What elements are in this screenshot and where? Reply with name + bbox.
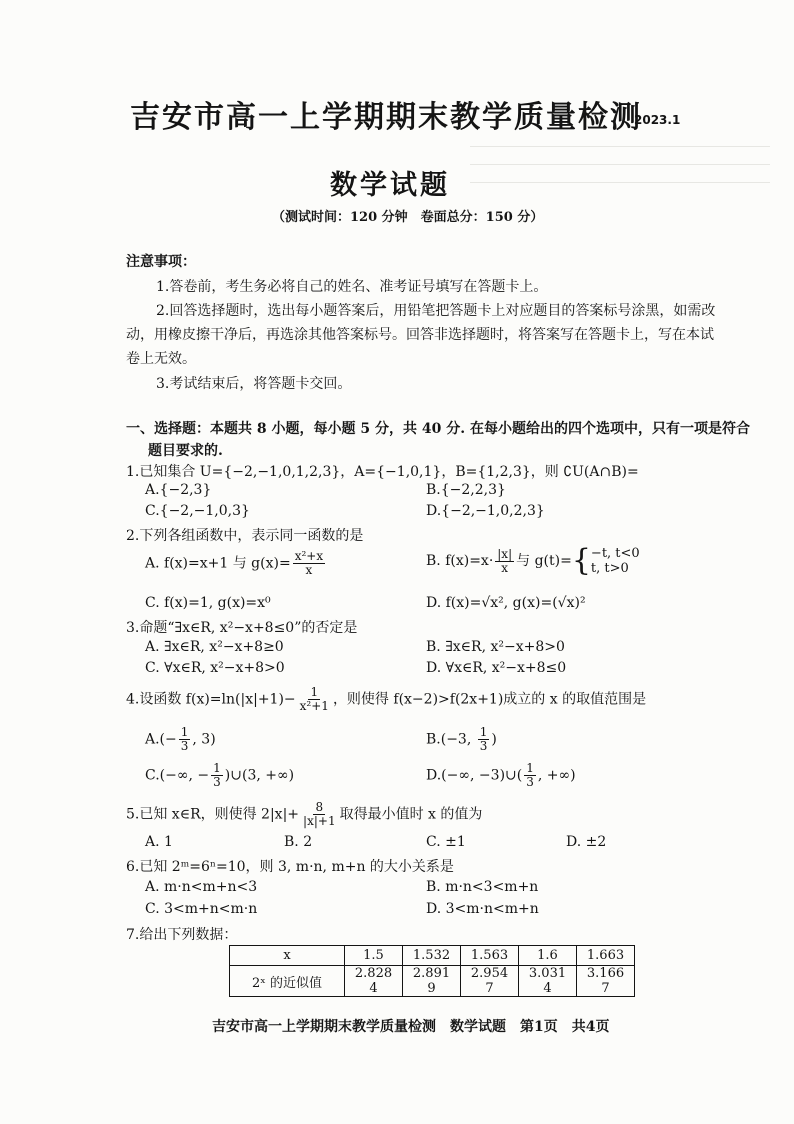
- table-cell: 2.954 7: [461, 966, 519, 997]
- q6-option-d: D. 3<m·n<m+n: [426, 901, 539, 917]
- table-cell: 2.891 9: [403, 966, 461, 997]
- q4-option-a: A.(− $\frac{1}{3}$ , 3): [145, 725, 216, 753]
- bleed-through-text: [470, 138, 770, 198]
- q5-stem: 5.已知 x∈R，则使得 2|x|+ $\frac{8}{|x|+1}$ 取得最小值时 x 的值为: [126, 800, 483, 828]
- note-item-3: 3.考试结束后，将答题卡交回。: [156, 376, 352, 392]
- q1-option-a: A.{−2,3}: [145, 482, 212, 498]
- q4-option-b: B.(−3, $\frac{1}{3}$ ): [426, 725, 497, 753]
- q3-option-c: C. ∀x∈R, x²−x+8>0: [145, 660, 285, 676]
- table-cell: 1.5: [345, 946, 403, 966]
- q2-option-a: A. f(x)=x+1 与 g(x)= $\frac{\text{x²+x}}{x}$: [145, 549, 324, 577]
- q2-option-d: D. f(x)=√x², g(x)=(√x)²: [426, 595, 586, 611]
- exam-date: 2023.1: [634, 113, 681, 127]
- q6-option-a: A. m·n<m+n<3: [145, 879, 258, 895]
- exam-info: （测试时间：120 分钟 卷面总分：150 分）: [272, 210, 544, 225]
- q4-option-d: D.(−∞, −3)∪( $\frac{1}{3}$ , +∞): [426, 761, 576, 789]
- notes-heading: 注意事项：: [126, 254, 196, 270]
- q3-option-b: B. ∃x∈R, x²−x+8>0: [426, 639, 565, 655]
- table-cell: 1.532: [403, 946, 461, 966]
- q5-option-b: B. 2: [284, 834, 313, 850]
- table-row: [230, 966, 635, 997]
- subject-title: 数学试题: [330, 170, 450, 201]
- table-cell: x: [230, 946, 345, 966]
- table-cell: 3.166 7: [577, 966, 635, 997]
- q2-stem: 2.下列各组函数中，表示同一函数的是: [126, 528, 364, 544]
- note-item-2-line2: 动，用橡皮擦干净后，再选涂其他答案标号。回答非选择题时，将答案写在答题卡上，写在本试: [126, 327, 714, 343]
- section-heading-line1: 一、选择题：本题共 8 小题，每小题 5 分，共 40 分. 在每小题给出的四个选项中，只有一项是符合: [126, 421, 750, 437]
- q6-stem: 6.已知 2ᵐ=6ⁿ=10，则 3, m·n, m+n 的大小关系是: [126, 859, 454, 875]
- table-row: [230, 946, 635, 966]
- q4-option-c: C.(−∞, − $\frac{1}{3}$ )∪(3, +∞): [145, 761, 295, 789]
- q3-option-a: A. ∃x∈R, x²−x+8≥0: [145, 639, 284, 655]
- q5-option-d: D. ±2: [566, 834, 607, 850]
- table-cell: 3.031 4: [519, 966, 577, 997]
- q2-option-b: B. f(x)=x· $\frac{|x|}{x}$ 与 g(t)= { −t, t<0 t, t>0: [426, 543, 640, 578]
- note-item-2-line1: 2.回答选择题时，选出每小题答案后，用铅笔把答题卡上对应题目的答案标号涂黑，如需改: [156, 303, 716, 319]
- note-item-2-line3: 卷上无效。: [126, 351, 196, 367]
- q1-option-c: C.{−2,−1,0,3}: [145, 503, 250, 519]
- table-cell: 1.6: [519, 946, 577, 966]
- q1-option-b: B.{−2,2,3}: [426, 482, 506, 498]
- section-heading-line2: 题目要求的.: [148, 443, 223, 459]
- q1-stem: 1.已知集合 U={−2,−1,0,1,2,3}，A={−1,0,1}，B={1,2,3}，则 ∁U(A∩B)=: [126, 464, 639, 480]
- q7-stem: 7.给出下列数据：: [126, 927, 238, 943]
- table-cell: 1.563: [461, 946, 519, 966]
- q6-option-c: C. 3<m+n<m·n: [145, 901, 258, 917]
- q7-data-table: [229, 945, 635, 997]
- q4-stem: 4.设函数 f(x)=ln(|x|+1)− $\frac{1}{\text{x²+1}}$ ，则使得 f(x−2)>f(2x+1)成立的 x 的取值范围是: [126, 685, 647, 713]
- q3-option-d: D. ∀x∈R, x²−x+8≤0: [426, 660, 567, 676]
- q5-option-a: A. 1: [145, 834, 173, 850]
- page-footer: 吉安市高一上学期期末教学质量检测 数学试题 第1页 共4页: [212, 1019, 610, 1035]
- q5-option-c: C. ±1: [426, 834, 466, 850]
- q2-option-c: C. f(x)=1, g(x)=x⁰: [145, 595, 271, 611]
- q6-option-b: B. m·n<3<m+n: [426, 879, 539, 895]
- exam-title: 吉安市高一上学期期末教学质量检测: [130, 100, 642, 135]
- note-item-1: 1.答卷前，考生务必将自己的姓名、准考证号填写在答题卡上。: [156, 279, 548, 295]
- table-cell: 2ˣ 的近似值: [230, 966, 345, 997]
- q3-stem: 3.命题“∃x∈R, x²−x+8≤0”的否定是: [126, 620, 358, 636]
- table-cell: 2.828 4: [345, 966, 403, 997]
- table-cell: 1.663: [577, 946, 635, 966]
- q1-option-d: D.{−2,−1,0,2,3}: [426, 503, 545, 519]
